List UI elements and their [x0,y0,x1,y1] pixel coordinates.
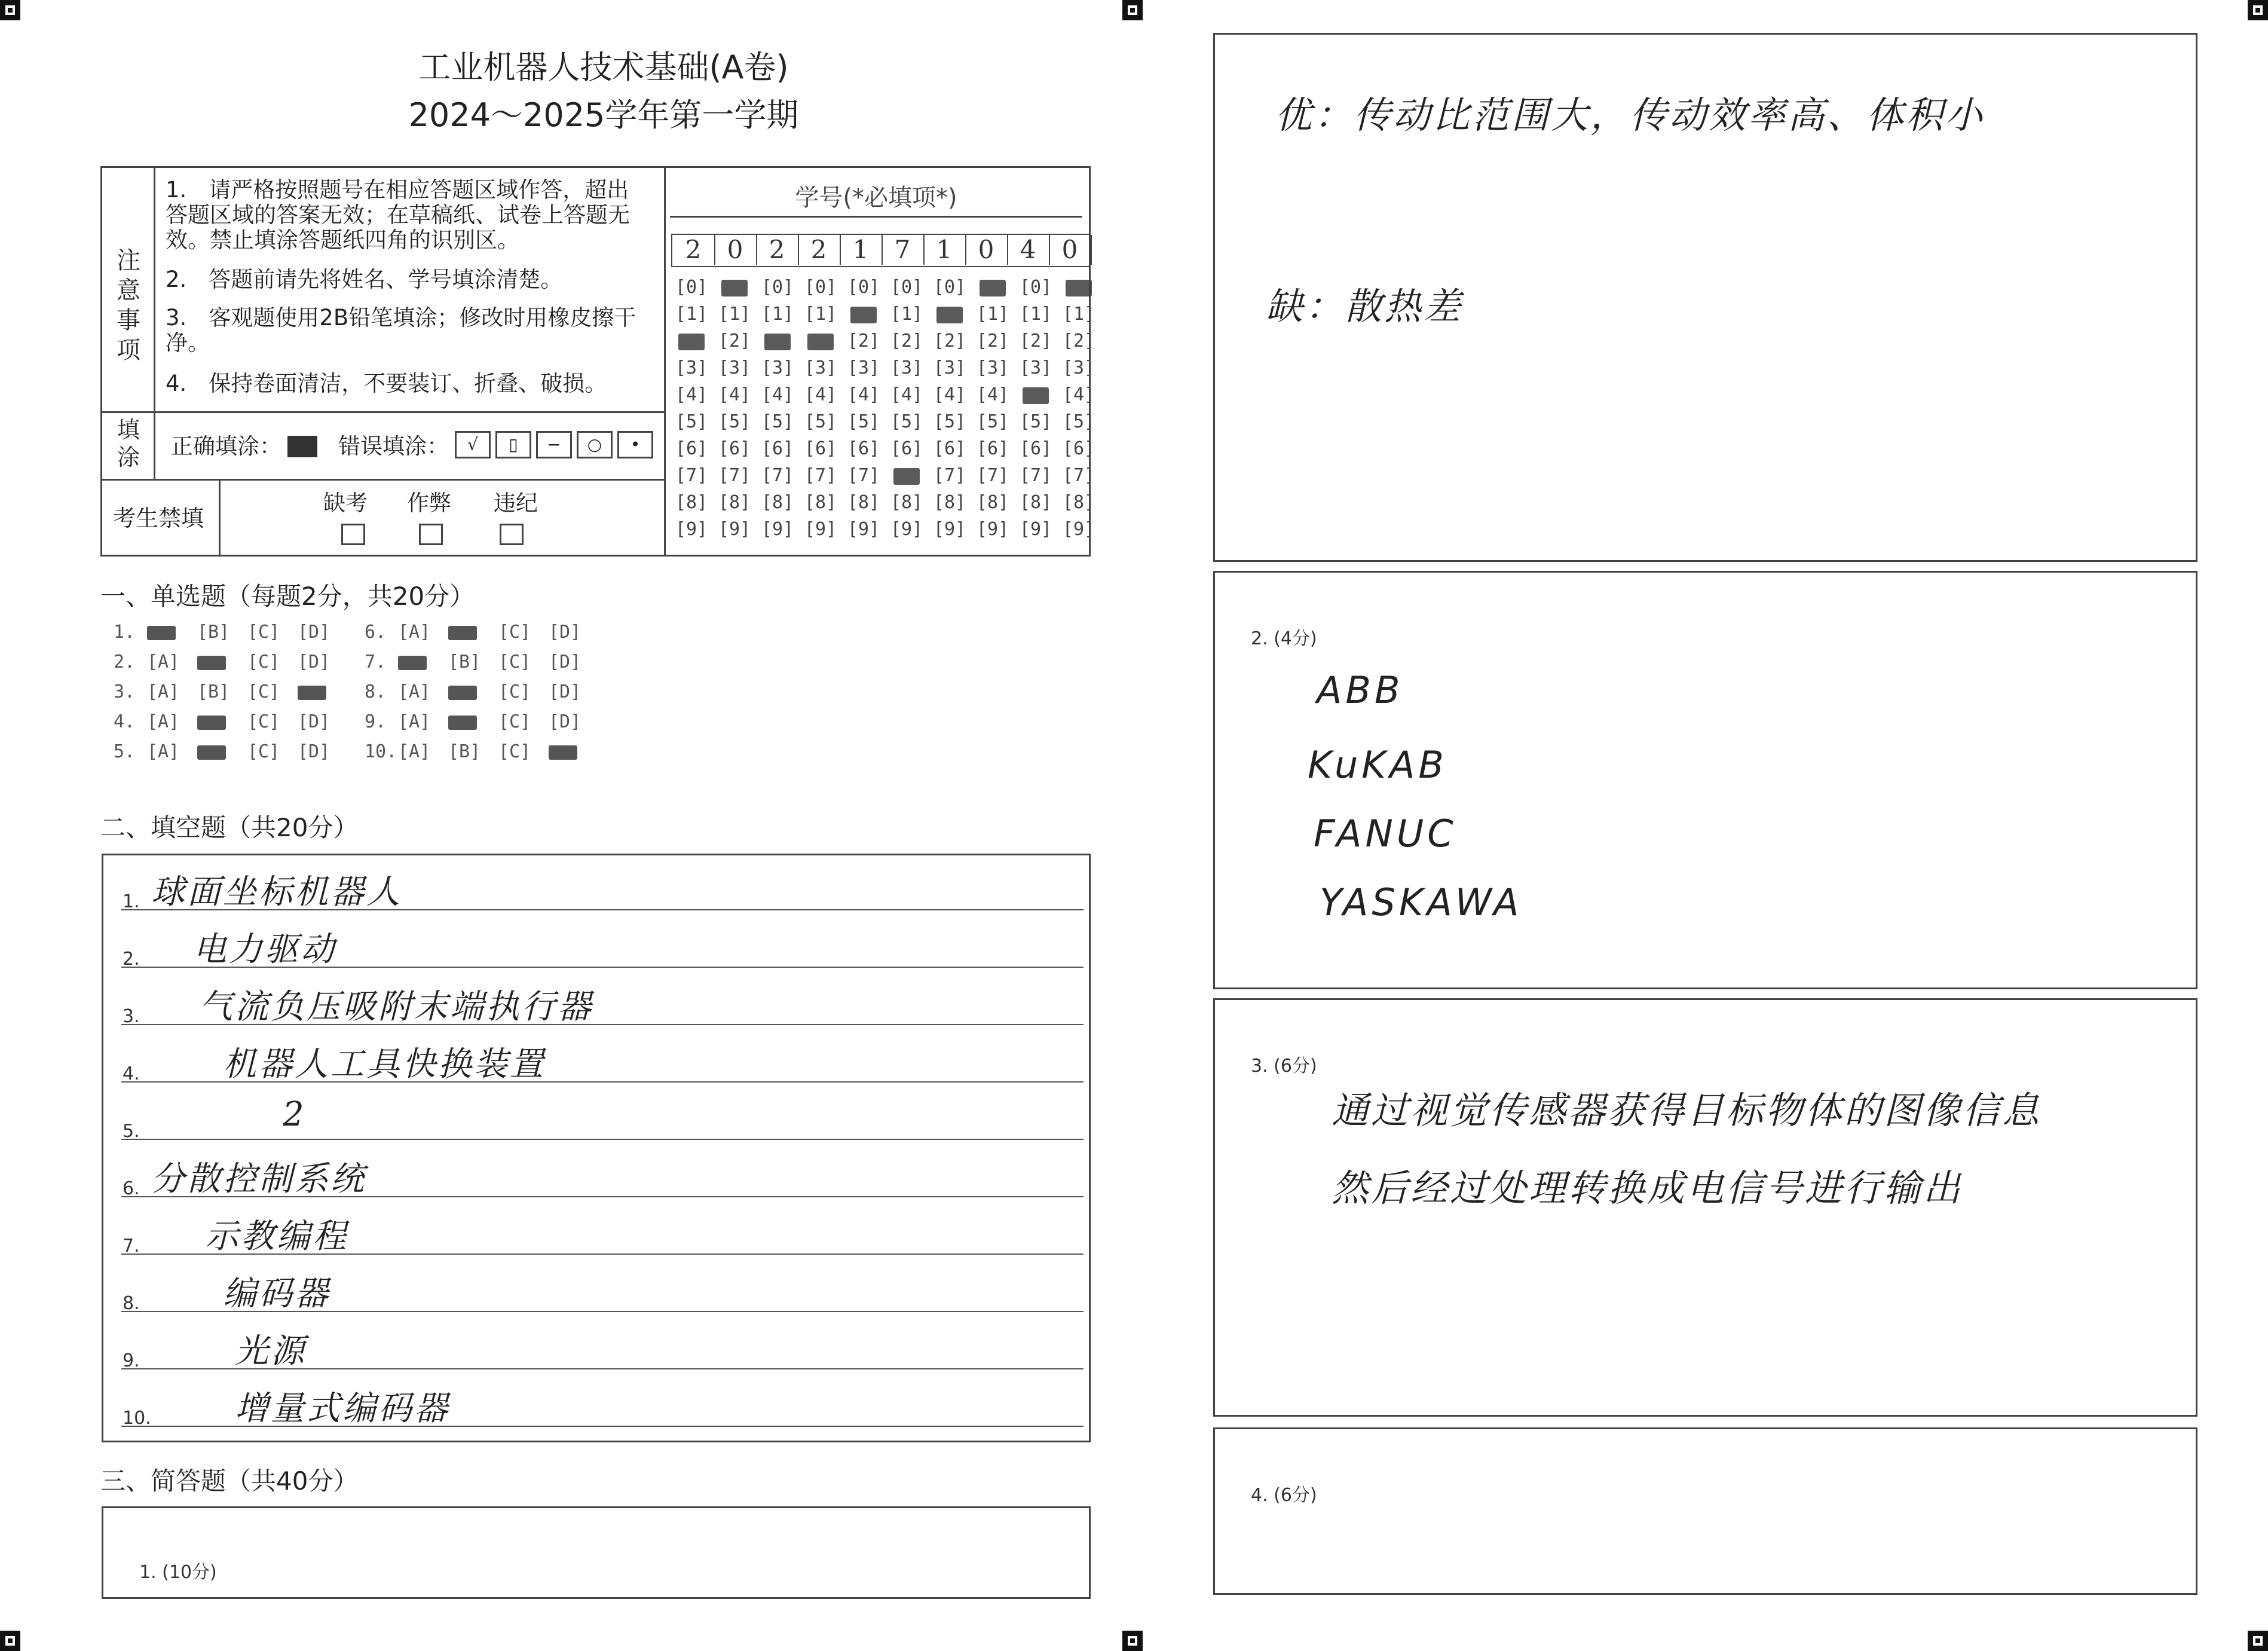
student-id-digit: 0 [714,235,757,265]
forbid-cheat-checkbox[interactable] [419,524,443,545]
option-bubble[interactable]: [A] [398,622,431,643]
option-bubble[interactable]: [C] [498,711,531,732]
student-id-bubble[interactable]: [1] [718,304,751,325]
student-id-bubble[interactable]: [6] [933,438,966,459]
wrong-mark-dash: − [536,431,572,458]
blank-line [121,1024,1084,1025]
student-id-bubble[interactable]: [8] [847,492,880,513]
option-bubble[interactable]: [A] [147,711,180,732]
student-id-digit: 2 [756,235,799,265]
student-id-bubble-row [670,438,1100,464]
section1-title: 一、单选题（每题2分，共20分） [100,582,475,611]
student-id-bubble[interactable]: [6] [1019,438,1052,459]
student-id-bubble[interactable]: [0] [804,277,837,298]
blank-answer: 光源 [235,1332,307,1371]
forbid-absent-checkbox[interactable] [341,524,365,545]
blank-number: 3. [123,1006,140,1027]
student-id-bubble[interactable]: [3] [1019,357,1052,378]
option-bubble[interactable]: [C] [498,681,531,702]
wrong-mark-dot: • [617,431,653,458]
question-number: 9. [365,711,387,732]
wrong-fill-label: 错误填涂： [338,433,449,459]
student-id-bubble[interactable] [842,304,885,330]
student-id-bubble[interactable]: [8] [804,492,837,513]
question-number: 6. [365,622,387,643]
blank-answer: 示教编程 [205,1217,348,1256]
student-id-bubble[interactable]: [6] [1062,438,1095,459]
student-id-bubble[interactable]: [7] [718,465,751,486]
question-number: 8. [365,681,387,702]
q3-answer-line2: 然后经过处理转换成电信号进行输出 [1332,1166,1963,1210]
student-id-bubble[interactable]: [1] [890,304,923,325]
notice-item-3: 3. 客观题使用2B铅笔填涂；修改时用橡皮擦干净。 [166,305,636,356]
page-subtitle: 2024～2025学年第一学期 [408,96,799,134]
blank-line [121,909,1084,910]
student-id-bubble-row [670,519,1100,545]
filled-mark [936,307,963,323]
wrong-mark-bar: ▯ [495,431,531,458]
student-id-bubble-row [670,492,1100,518]
student-id-bubble[interactable]: [5] [1019,411,1052,432]
option-bubble[interactable]: [D] [549,711,581,732]
student-id-bubble[interactable]: [3] [718,357,751,378]
student-id-bubble[interactable]: [3] [804,357,837,378]
student-id-bubble[interactable]: [4] [804,384,837,405]
student-id-bubble[interactable]: [9] [804,519,837,540]
option-bubble[interactable]: [D] [298,711,330,732]
single-choice-item [365,711,599,732]
option-bubble[interactable]: [C] [247,652,280,672]
student-id-bubble[interactable]: [4] [675,384,708,405]
student-id-bubble[interactable]: [8] [718,492,751,513]
single-choice-item [114,681,348,702]
question-number: 4. [114,711,136,732]
header-panel [100,166,1095,557]
student-id-bubble[interactable]: [3] [976,357,1009,378]
student-id-bubble[interactable]: [4] [847,384,880,405]
filled-mark [1066,280,1092,296]
student-id-bubble[interactable]: [3] [1062,357,1095,378]
student-id-bubble[interactable]: [7] [804,465,837,486]
blank-number: 5. [123,1121,140,1142]
single-choice-item [114,652,348,672]
option-bubble[interactable]: [B] [448,741,481,762]
student-id-bubble[interactable]: [2] [933,331,966,351]
forbid-violation-label: 违纪 [494,490,538,516]
forbid-cheat-label: 作弊 [407,490,451,516]
student-id-bubble[interactable]: [5] [1062,411,1095,432]
option-bubble[interactable]: [D] [549,622,581,643]
q1-answer-line1: 优：传动比范围大，传动效率高、体积小 [1275,93,1985,137]
notice-item-2: 2. 答题前请先将姓名、学号填涂清楚。 [166,267,563,292]
student-id-bubble[interactable]: [6] [890,438,923,459]
student-id-bubble[interactable]: [0] [761,277,794,298]
blank-answer: 气流负压吸附末端执行器 [199,987,593,1026]
section2-title: 二、填空题（共20分） [100,813,359,842]
student-id-digit: 1 [840,235,883,265]
option-bubble[interactable]: [C] [247,741,280,762]
student-id-bubble[interactable]: [1] [761,304,794,325]
blank-answer: 增量式编码器 [235,1389,450,1428]
blank-number: 10. [123,1408,151,1429]
student-id-bubble[interactable]: [7] [976,465,1009,486]
student-id-bubble-row [670,411,1100,438]
student-id-bubble[interactable] [1057,277,1100,303]
correct-fill-sample [287,436,317,457]
student-id-digit: 0 [1049,235,1092,265]
student-id-bubble[interactable]: [4] [933,384,966,405]
option-bubble-filled[interactable] [448,711,498,732]
option-bubble[interactable]: [D] [298,652,330,672]
fill-blank-box [102,854,1091,1442]
filled-mark [721,280,748,296]
question-number: 1. [114,622,136,643]
student-id-bubble-row [670,304,1100,330]
blank-number: 6. [123,1178,140,1199]
single-choice-item [365,622,599,643]
question-number: 7. [365,652,387,672]
student-id-bubble[interactable]: [1] [1019,304,1052,325]
q3-answer-line1: 通过视觉传感器获得目标物体的图像信息 [1332,1089,2042,1132]
student-id-bubble[interactable]: [5] [847,411,880,432]
filled-mark [678,334,705,350]
option-bubble-filled[interactable] [448,622,498,643]
option-bubble[interactable]: [B] [197,622,230,643]
blank-line [121,1196,1084,1197]
student-id-bubble[interactable] [971,277,1014,303]
student-id-bubble[interactable]: [3] [761,357,794,378]
student-id-bubble[interactable]: [8] [761,492,794,513]
filled-mark [893,468,920,485]
student-id-bubble[interactable]: [7] [847,465,880,486]
student-id-bubble[interactable]: [0] [890,277,923,298]
blank-number: 2. [123,949,140,970]
student-id-bubble[interactable] [1014,384,1057,411]
student-id-bubble[interactable]: [3] [675,357,708,378]
student-id-bubble[interactable] [756,331,799,357]
blank-number: 4. [123,1063,140,1084]
registration-mark-bottom-center [1122,1631,1143,1651]
option-bubble-filled[interactable] [197,711,247,732]
registration-mark-bottom-left [0,1631,20,1651]
student-id-bubble[interactable]: [4] [1062,384,1095,405]
student-id-bubble[interactable]: [8] [976,492,1009,513]
student-id-bubble[interactable]: [0] [933,277,966,298]
student-id-bubble[interactable]: [9] [890,519,923,540]
q1-label: 1. (10分) [139,1562,217,1583]
student-id-digit: 7 [882,235,925,265]
student-id-bubble[interactable] [670,331,713,357]
student-id-bubble[interactable]: [9] [933,519,966,540]
option-bubble[interactable]: [D] [298,741,330,762]
option-bubble-filled[interactable] [549,741,599,762]
option-bubble[interactable]: [A] [398,741,431,762]
q1-answer-box-left [102,1506,1091,1599]
student-id-bubble[interactable]: [2] [1019,331,1052,351]
student-id-bubble[interactable]: [9] [718,519,751,540]
option-bubble-filled[interactable] [197,652,247,672]
single-choice-item [114,622,348,643]
blank-line [121,1368,1084,1369]
student-id-bubble[interactable] [799,331,842,357]
question-number: 10. [365,741,397,762]
filled-mark [807,334,834,350]
option-bubble-filled[interactable] [197,741,247,762]
student-id-bubble[interactable]: [9] [976,519,1009,540]
student-id-bubble[interactable]: [5] [976,411,1009,432]
student-id-bubble[interactable]: [5] [804,411,837,432]
option-bubble[interactable]: [D] [549,681,581,702]
student-id-bubble[interactable]: [2] [847,331,880,351]
student-id-bubble[interactable] [928,304,971,330]
q2-answer-3: FANUC [1314,812,1457,855]
question-number: 3. [114,681,136,702]
student-id-bubble[interactable]: [2] [890,331,923,351]
student-id-bubble-row [670,277,1100,303]
student-id-bubble-row [670,465,1100,491]
blank-line [121,1253,1084,1255]
registration-mark-top-center [1122,0,1143,20]
q4-label: 4. (6分) [1251,1485,1317,1506]
student-id-bubble[interactable]: [9] [847,519,880,540]
student-id-bubble[interactable]: [5] [933,411,966,432]
student-id-bubble-row [670,384,1100,411]
blank-answer: 2 [283,1095,307,1134]
student-id-bubble[interactable]: [5] [718,411,751,432]
student-id-bubble[interactable]: [2] [718,331,751,351]
forbid-absent-label: 缺考 [323,490,368,516]
student-id-bubble[interactable]: [8] [1062,492,1095,513]
student-id-bubble[interactable]: [0] [675,277,708,298]
option-bubble[interactable]: [C] [247,622,280,643]
student-id-bubble[interactable]: [7] [761,465,794,486]
filled-mark [980,280,1006,296]
option-bubble-filled[interactable] [298,681,348,702]
student-id-bubble[interactable]: [3] [890,357,923,378]
blank-answer: 球面坐标机器人 [151,873,402,912]
student-id-bubble[interactable]: [4] [718,384,751,405]
option-bubble[interactable]: [C] [498,652,531,672]
student-id-bubble[interactable]: [3] [847,357,880,378]
student-id-bubble[interactable]: [5] [890,411,923,432]
student-id-bubble[interactable]: [7] [1019,465,1052,486]
option-bubble[interactable]: [C] [498,622,531,643]
student-id-digit: 2 [672,235,715,265]
page-title: 工业机器人技术基础(A卷) [418,48,789,86]
student-id-bubble[interactable]: [6] [976,438,1009,459]
student-id-bubble[interactable]: [0] [847,277,880,298]
student-id-bubble[interactable]: [8] [675,492,708,513]
blank-answer: 机器人工具快换装置 [223,1045,546,1084]
wrong-mark-circle: ○ [577,431,613,458]
option-bubble[interactable]: [A] [147,681,180,702]
registration-mark-bottom-right [2248,1631,2268,1651]
blank-line [121,1426,1084,1427]
option-bubble[interactable]: [D] [298,622,330,643]
student-id-bubble[interactable]: [4] [761,384,794,405]
student-id-bubble[interactable]: [9] [675,519,708,540]
student-id-digit: 0 [965,235,1008,265]
option-bubble-filled[interactable] [448,681,498,702]
student-id-bubble[interactable]: [9] [761,519,794,540]
fill-heading: 填涂 [117,417,140,470]
option-bubble-filled[interactable] [398,652,448,672]
q3-answer-box [1213,998,2197,1417]
blank-line [121,1139,1084,1140]
notice-heading: 注意事项 [117,247,140,364]
student-id-bubble[interactable]: [8] [890,492,923,513]
blank-number: 1. [123,891,140,912]
option-bubble[interactable]: [C] [247,681,280,702]
student-id-bubble[interactable] [885,465,928,491]
student-id-bubble[interactable]: [6] [718,438,751,459]
notice-item-1: 1. 请严格按照题号在相应答题区域作答，超出答题区域的答案无效；在草稿纸、试卷上答题无效。禁止填涂答题纸四角的识别区。 [166,177,630,253]
q3-label: 3. (6分) [1251,1056,1317,1077]
blank-line [121,1311,1084,1312]
section3-title: 三、简答题（共40分） [100,1466,359,1496]
student-id-bubble[interactable]: [5] [675,411,708,432]
option-bubble[interactable]: [A] [398,681,431,702]
student-id-bubble[interactable]: [8] [933,492,966,513]
student-id-bubble[interactable]: [0] [1019,277,1052,298]
correct-fill-label: 正确填涂： [171,433,281,459]
student-id-bubble[interactable]: [7] [675,465,708,486]
student-id-digit: 4 [1007,235,1050,265]
student-id-bubble[interactable]: [6] [675,438,708,459]
q2-answer-1: ABB [1317,668,1404,712]
student-id-digit: 1 [923,235,966,265]
student-id-bubble[interactable]: [6] [804,438,837,459]
blank-number: 7. [123,1236,140,1256]
blank-line [121,967,1084,968]
single-choice-item [365,681,599,702]
option-bubble[interactable]: [C] [498,741,531,762]
option-bubble[interactable]: [B] [197,681,230,702]
option-bubble[interactable]: [A] [398,711,431,732]
option-bubble[interactable]: [B] [448,652,481,672]
registration-mark-top-left [0,0,20,20]
student-id-bubble[interactable]: [4] [976,384,1009,405]
filled-mark [850,307,877,323]
student-id-bubble[interactable]: [7] [1062,465,1095,486]
single-choice-item [114,711,348,732]
student-id-bubble[interactable]: [8] [1019,492,1052,513]
option-bubble[interactable]: [C] [247,711,280,732]
student-id-bubble[interactable]: [2] [976,331,1009,351]
blank-number: 8. [123,1293,140,1314]
wrong-fill-samples [455,431,653,458]
student-id-bubble[interactable]: [9] [1062,519,1095,540]
student-id-bubble[interactable]: [1] [675,304,708,325]
student-id-bubble[interactable]: [5] [761,411,794,432]
option-bubble-filled[interactable] [147,622,197,643]
student-id-bubble[interactable]: [6] [847,438,880,459]
option-bubble[interactable]: [A] [147,741,180,762]
wrong-mark-check: √ [455,431,491,458]
q2-answer-2: KuKAB [1308,743,1447,787]
student-id-bubble[interactable]: [1] [804,304,837,325]
student-id-bubble-row [670,331,1100,357]
forbid-heading: 考生禁填 [113,505,204,531]
q4-answer-box [1213,1427,2197,1595]
single-choice-item [365,652,599,672]
student-id-bubble[interactable]: [1] [976,304,1009,325]
blank-answer: 电力驱动 [193,930,336,969]
blank-line [121,1081,1084,1083]
student-id-digits [671,234,1091,267]
q2-label: 2. (4分) [1251,628,1317,649]
student-id-bubble[interactable]: [3] [933,357,966,378]
student-id-bubble[interactable] [713,277,756,303]
student-id-digit: 2 [798,235,841,265]
question-number: 5. [114,741,136,762]
q2-answer-4: YASKAWA [1320,880,1523,924]
q2-answer-box [1213,571,2197,989]
student-id-bubble-row [670,357,1100,384]
single-choice-answers [114,622,1130,777]
notice-item-4: 4. 保持卷面清洁，不要装订、折叠、破损。 [166,371,607,396]
student-id-bubble[interactable]: [2] [1062,331,1095,351]
filled-mark [764,334,791,350]
option-bubble[interactable]: [A] [147,652,180,672]
blank-number: 9. [123,1350,140,1371]
blank-answer: 分散控制系统 [151,1160,366,1198]
student-id-label: 学号(*必填项*) [795,184,957,212]
student-id-bubble-grid [670,277,1095,552]
student-id-bubble[interactable]: [1] [1062,304,1095,325]
filled-mark [1023,387,1049,404]
option-bubble[interactable]: [D] [549,652,581,672]
q1-answer-box-right [1213,33,2197,562]
student-id-bubble[interactable]: [6] [761,438,794,459]
single-choice-item [365,741,599,762]
blank-answer: 编码器 [223,1274,330,1313]
question-number: 2. [114,652,136,672]
student-id-bubble[interactable]: [9] [1019,519,1052,540]
forbid-violation-checkbox[interactable] [500,524,524,545]
single-choice-item [114,741,348,762]
q1-answer-line2: 缺：散热差 [1266,285,1464,328]
student-id-bubble[interactable]: [7] [933,465,966,486]
registration-mark-top-right [2248,0,2268,20]
student-id-bubble[interactable]: [4] [890,384,923,405]
